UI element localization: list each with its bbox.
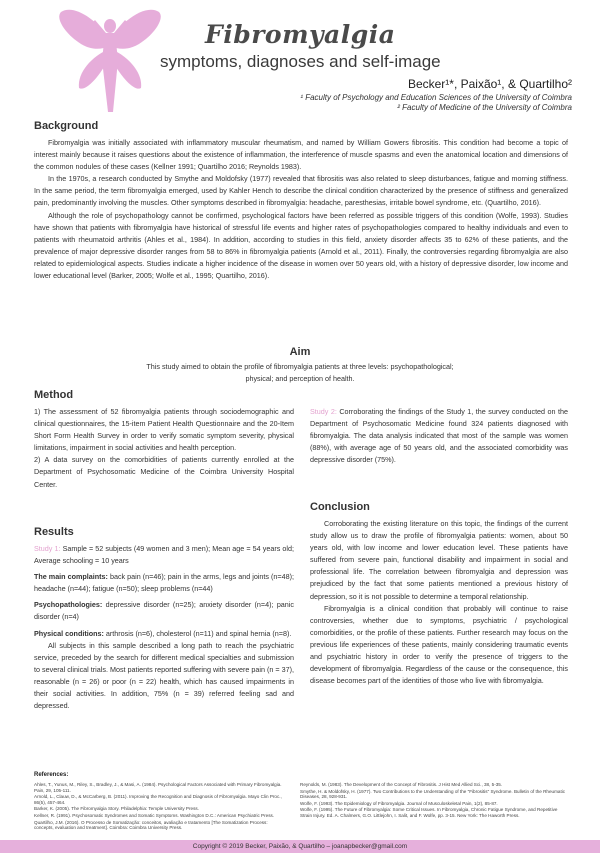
aim-heading: Aim [289,346,311,358]
study1-label: Study 1: [34,544,61,553]
background-heading: Background [34,120,99,132]
results-section [34,543,294,712]
results-paragraph: All subjects in this sample described a long path to reach the psychiatric service, preceded by the search for different medical specialties and submission to several clinical trials. Most patients reported suffering with severe pain (n = 37), reasonable (n = 26) or poor (n = 22) health, which has caused impairments in their social activities. In addition, 75% (n = 39) referred feeling sad and depressed. [34,640,294,711]
reference-item: Barker, K. (2005). The Fibromyalgia Story. Philadelphia: Temple University Press. [34,806,199,812]
references-heading: References: [34,772,69,778]
study2-section [310,406,568,466]
affiliation-2: ² Faculty of Medicine of the University of Coimbra [397,103,572,112]
results-psychopathologies [34,599,294,623]
reference-item: Smythe, H. & Moldofsky, H. (1977). Two Contributions to the Understanding of the "Fibrositis" Syndrome. Bulletin of the Rheumatic Diseases, 28, 928-931. [300,788,566,800]
study1-text: Sample = 52 subjects (49 women and 3 men); Mean age = 54 years old; Average schooling = 10 years [34,544,294,566]
method-item-2: 2) A data survey on the comorbidities of patients currently enrolled at the Department of Psychosomatic Medicine of the Coimbra University Hospital Center. [34,455,294,489]
conclusion-paragraph-1: Corroborating the existing literature on this topic, the findings of the current study allow us to draw the profile of fibromyalgia patients: women, about 50 years old, with low income and lower education level. These patients have suffered from severe pain, functional disability and impairment in social and professional life. The correlation between fibromyalgia and depression was prejudiced by the fact that some patients mentioned a previous history of depression, so it is not possible to determine a temporal relationship. [310,519,568,601]
reference-item: Quartilho, J.M. (2016). O Processo de Somatização: conceitos, avaliação e tratamento [The Somatization Process: concepts, evaluation and treatment]. Coimbra: Coimbra University Press. [34,819,268,831]
physical-text: arthrosis (n=6), cholesterol (n=11) and spinal hernia (n=8). [105,628,292,638]
background-paragraph-1: Fibromyalgia was initially associated with inflammatory muscular rheumatism, and named by William Gowers fibrositis. This condition had become a topic of interest mainly because it raises questions about the existence of inflammation, the interference of muscle spasms and even the anatomical location and dimensions of the common nodules of these cases (Kellner 1991; Quartilho 2016; Reynolds 1983). [34,138,568,172]
conclusion-section [310,518,568,687]
references-right [300,782,568,820]
complaints-label: The main complaints: [34,572,108,582]
psycho-text: depressive disorder (n=25); anxiety disorder (n=4); panic disorder (n=4) [34,600,294,622]
study2-label: Study 2: [310,407,337,416]
physical-label: Physical conditions: [34,628,104,638]
poster-subtitle: symptoms, diagnoses and self-image [160,52,441,71]
method-heading: Method [34,389,74,401]
reference-item: Kellner, R. (1991). Psychosomatic Syndromes and Somatic Symptoms. Washington D.C.: American Psychiatric Press. [34,812,275,818]
affiliation-1: ¹ Faculty of Psychology and Education Sciences of the University of Coimbra [300,93,572,102]
reference-item: Reynolds, M. (1983). The Development of the Concept of Fibrositis. J Hist Med Allied Sci., 38, 5-35. [300,782,503,787]
fairy-logo [55,0,165,115]
aim-section [0,346,600,385]
aim-line-2: physical; and perception of health. [245,374,355,384]
results-heading: Results [34,526,74,538]
background-section [34,137,568,282]
reference-item: Wolfe, F. (1995). The Future of Fibromyalgia: Some Critical Issues. In Fibromyalgia, Chronic Fatigue Syndrome, and Repetitive Strain Injury. Ed. A. Chalmers, G.O. Littlejohn, I. Salit, and F. Wolfe, pp. 3-15. New York: The Haworth Press. [300,807,558,818]
background-paragraph-3: Although the role of psychopathology cannot be confirmed, psychological factors have been referred as possible triggers of this condition (Wolfe, 1993). Studies have shown that patients with fibromyalgia have historical of stressful life events and higher rates of psychopathologies compared to healthy individuals and even to patients with rheumatoid arthritis (Ahles et al., 1984). In addition, according to studies in this field, anxiety disorder affects 35 to 62% of these patients, and the prevalence of major depressive disorder ranges from 58 to 86% in fibromyalgia patients (Arnold et al., 2011). Finally, the controversies regarding fibromyalgia are also related to epidemiological aspects. Studies indicate a higher incidence of the disease in women over 50 years old, with a history of depressive disorder, low income and lower educational level (Barker, 2005; Wolfe et al., 1995; Quartilho, 2016). [34,210,568,281]
results-physical [34,628,294,640]
reference-item: Ahles, T., Yunus, M., Riley, S., Bradley, J., & Masi, A. (1984). Psychological Factors Associated with Primary Fibromyalgia. Pain, 29, 105-111. [34,782,282,793]
poster-title: Fibromyalgia [205,20,396,49]
method-section [34,406,294,491]
conclusion-paragraph-2: Fibromyalgia is a clinical condition that probably will continue to raise controversies, whether due to symptoms, psychiatric / psychological comorbidities, or the profile of these patients. Further research may focus on the previous life experiences of these patients, mainly considering traumatic events and psychiatric history in order to verify the presence of triggers to the development of fibromyalgia. Regardless of the cause or the consequence, this disease becomes part of the identities of those who live with fibromyalgia. [310,603,568,686]
method-item-1: 1) The assessment of 52 fibromyalgia patients through sociodemographic and clinical questionnaires, the 15-item Patient Health Questionnaire and the 20-Item Short Form Health Survey in order to verify somatic symptom severity, physical limitations, impairment in social activities and health perception. [34,407,294,453]
conclusion-heading: Conclusion [310,501,370,513]
background-paragraph-2: In the 1970s, a research conducted by Smythe and Moldofsky (1977) revealed that fibrositis was also related to sleep disturbances, fatigue and morning stiffness. In the same period, the term fibromyalgia emerged, used by Kahler Hench to describe the clinical condition characterized by the presence of stiffness and generalized pain, predominantly involving the muscles. Other symptoms described in fibromyalgia: headache, paresthesias, irritable bowel syndrome, etc. (Quartilho, 2016). [34,174,568,208]
psycho-label: Psychopathologies: [34,600,103,610]
aim-line-1: This study aimed to obtain the profile of fibromyalgia patients at three levels: psychopathological; [146,362,454,371]
reference-item: Wolfe, F. (1993). The Epidemiology of Fibromyalgia. Journal of Musculoskeletal Pain, 1(2), 85-87. [300,800,498,806]
reference-item: Arnold, L., Clauw, D., & McCarberg, B. (2011). Improving the Recognition and Diagnosis of Fibromyalgia. Mayo Clin Proc., 86(5), 457-464. [34,794,282,805]
copyright-footer: Copyright © 2019 Becker, Paixão, & Quartilho – joanapbecker@gmail.com [0,840,600,853]
authors: Becker¹*, Paixão¹, & Quartilho² [407,77,572,91]
references-left [34,782,284,832]
results-complaints [34,571,294,595]
complaints-text: back pain (n=46); pain in the arms, legs and joints (n=48); headache (n=44); fatigue (n=50); sleep problems (n=44) [34,572,294,594]
study2-text: Corroborating the findings of the Study 1, the survey conducted on the Department of Psychosomatic Medicine found 324 patients diagnosed with fibromyalgia. The data analysis indicated that most of the sample was women (88%), with average age of 50 years old, and the associated comorbidity was depressive disorder (75%). [310,407,568,465]
results-study1 [34,543,294,567]
